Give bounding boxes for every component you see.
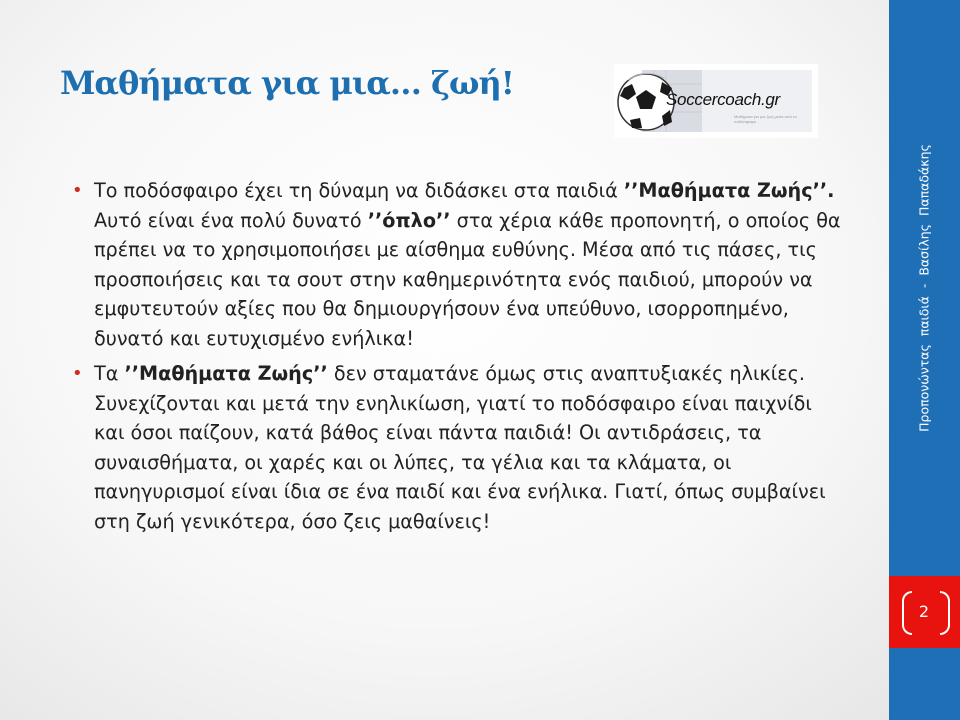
bullet-dot-icon: • [72,180,83,201]
bullet-text: Το ποδόσφαιρο έχει τη δύναμη να διδάσκει στα παιδιά [94,179,624,202]
bullet-text: στα χέρια κάθε προπονητή, ο οποίος θα πρέπει να το χρησιμοποιήσει με αίσθημα ευθύνης. Μέσα από τις πάσες, τις προσποιήσεις και τα σουτ στην καθημερινότητα ενός παιδιού, μπορούν να εμφυτευτούν αξίες που θα δημιουργήσουν ένα υπεύθυνο, ισορροπημένο, δυνατό και ευτυχισμένο ενήλικα! [94,208,841,350]
logo-tagline: Μαθήματα για μια ζωή μέσα από το ποδόσφαιρο [734,114,797,124]
bullet-item [72,359,842,536]
soccercoach-logo [614,64,818,138]
bullet-emphasis: ’’όπλο’’ [367,208,451,232]
page-number: 2 [918,602,930,621]
bullet-text: Αυτό είναι ένα πολύ δυνατό [94,208,368,232]
bullet-dot-icon: • [72,363,83,384]
logo-text: Soccercoach.gr [666,90,780,109]
bullet-list [72,176,842,542]
sidebar-footer-text: Προπονώντας παιδιά - Βασίλης Παπαδάκης [916,144,932,432]
bracket-right [940,591,950,635]
bullet-emphasis: ’’Μαθήματα Ζωής’’ [124,362,328,385]
bullet-item [72,176,842,353]
slide-title: Μαθήματα για μια… ζωή! [60,64,514,102]
bullet-emphasis: ’’Μαθήματα Ζωής’’. [623,179,835,202]
bullet-text: δεν σταματάνε όμως στις αναπτυξιακές ηλικίες. Συνεχίζονται και μετά την ενηλικίωση, γιατί το ποδόσφαιρο είναι παιχνίδι και όσοι παίζουν, κατά βάθος είναι πάντα παιδιά! Οι αντιδράσεις, τα συναισθήματα, οι χαρές και οι λύπες, τα γέλια και τα κλάματα, οι πανηγυρισμοί είναι ίδια σε ένα παιδί και ένα ενήλικα. Γιατί, όπως συμβαίνει στη ζωή γενικότερα, όσο ζεις μαθαίνεις! [94,362,826,533]
bullet-text: Τα [94,362,125,385]
